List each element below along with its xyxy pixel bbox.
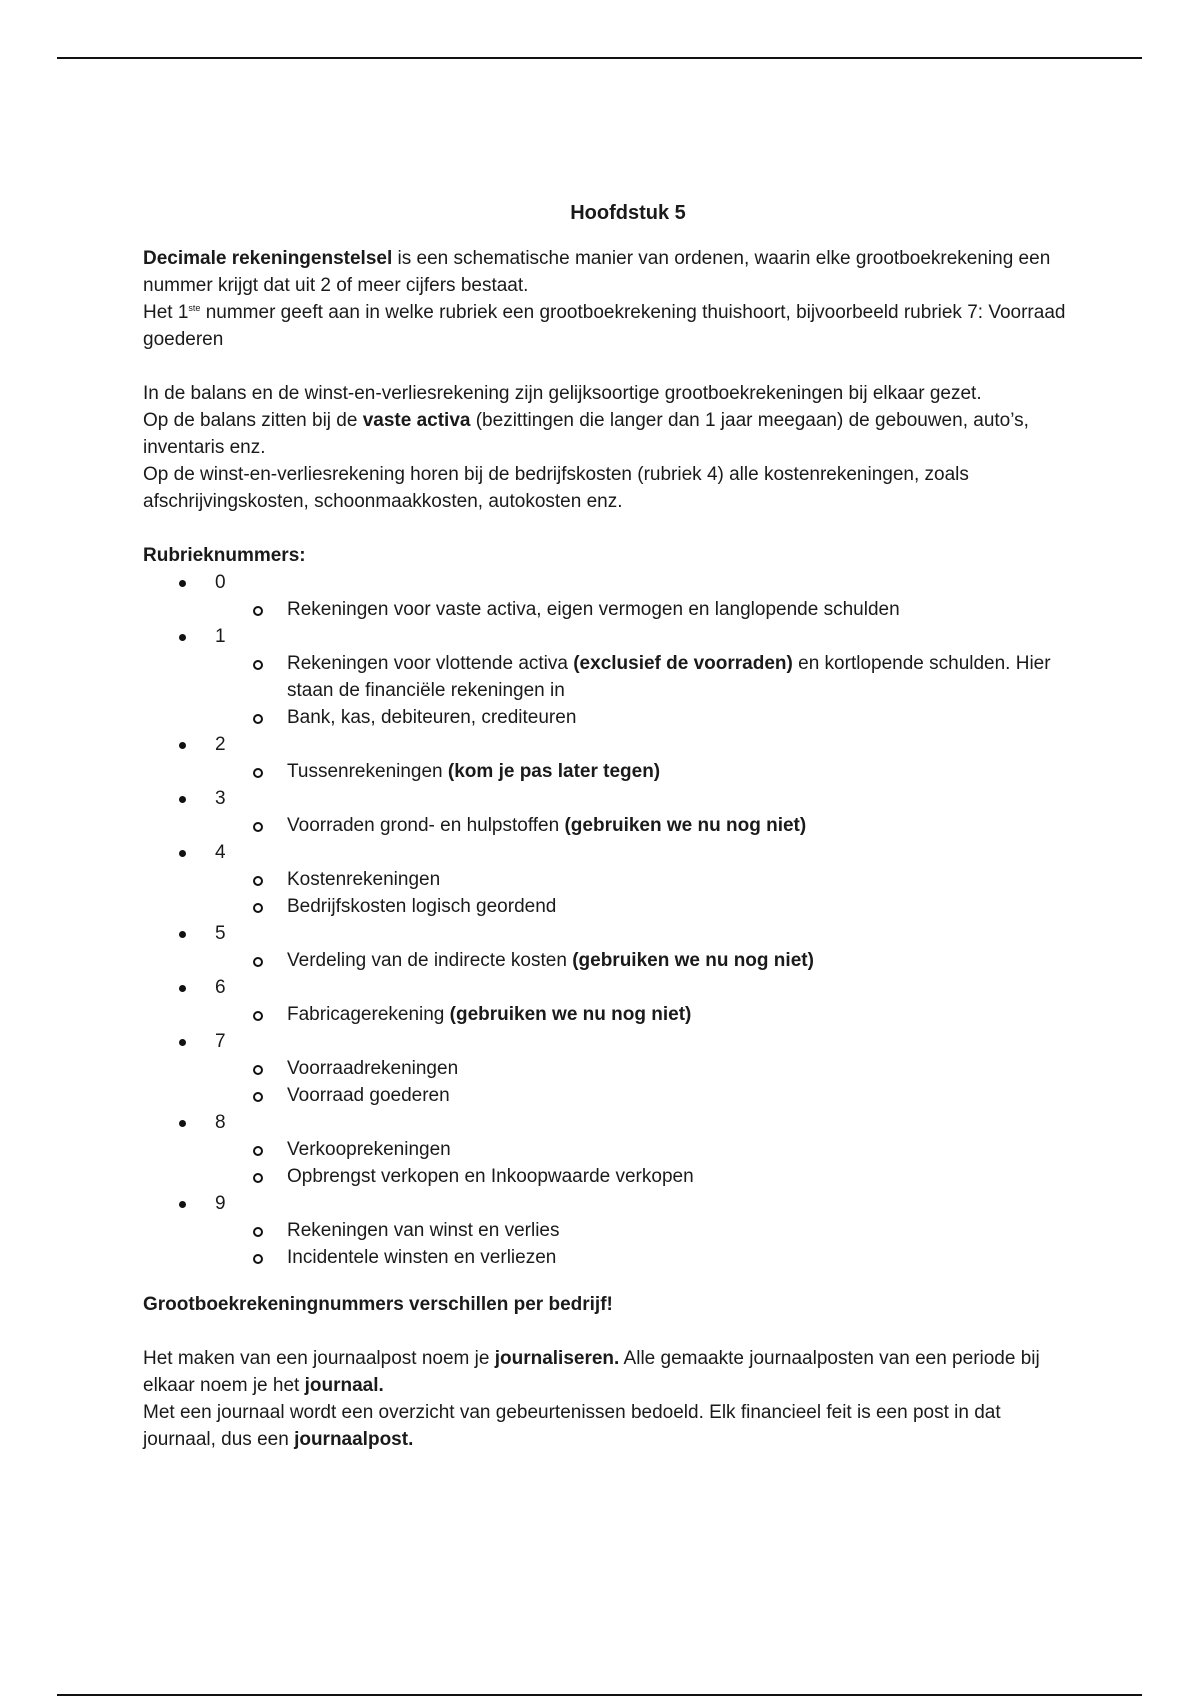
- rubriek-subitem: [143, 650, 1073, 704]
- rubriek-sublist: [215, 1217, 1073, 1271]
- rubriek-subitem: [143, 704, 1073, 731]
- journaal-text-c: Met een journaal wordt een overzicht van gebeurtenissen bedoeld. Elk financieel feit is een post in dat journaal, dus een: [143, 1402, 1001, 1450]
- ordinal-superscript: ste: [188, 303, 201, 313]
- rubriek-subitem: [143, 758, 1073, 785]
- subitem-bold-note: (gebruiken we nu nog niet): [572, 950, 814, 971]
- bullet-dot-icon: [179, 742, 186, 749]
- subitem-bold-note: (exclusief de voorraden): [573, 653, 793, 674]
- subitem-text: Voorraden grond- en hulpstoffen: [287, 815, 565, 836]
- journaal-term: journaal.: [304, 1375, 384, 1396]
- rubriek-number: 6: [215, 977, 226, 998]
- rubriek-list: [143, 569, 1073, 1271]
- bullet-circle-icon: [253, 768, 263, 778]
- journaliseren-term: journaliseren.: [494, 1348, 620, 1369]
- subitem-text: Bedrijfskosten logisch geordend: [287, 896, 557, 917]
- bullet-dot-icon: [179, 1201, 186, 1208]
- spacer: [143, 1271, 1073, 1291]
- subitem-text: Opbrengst verkopen en Inkoopwaarde verkopen: [287, 1166, 694, 1187]
- subitem-text: Verkooprekeningen: [287, 1139, 451, 1160]
- journaal-paragraph-2: [143, 1399, 1073, 1453]
- balance-text-a: Op de balans zitten bij de: [143, 410, 363, 431]
- subitem-text: Kostenrekeningen: [287, 869, 441, 890]
- rubriek-sublist: [215, 812, 1073, 839]
- subitem-text: Rekeningen voor vaste activa, eigen vermogen en langlopende schulden: [287, 599, 900, 620]
- bullet-dot-icon: [179, 580, 186, 587]
- rubriek-number: 5: [215, 923, 226, 944]
- rubriek-subitem: [143, 947, 1073, 974]
- balance-text-b: (bezittingen die langer dan 1 jaar meegaan) de gebouwen, auto’s, inventaris enz.: [143, 410, 1029, 458]
- subitem-text: Voorraadrekeningen: [287, 1058, 459, 1079]
- subitem-bold-note: (gebruiken we nu nog niet): [449, 1004, 692, 1025]
- intro-line-2: [143, 299, 1073, 353]
- rubriek-number: 8: [215, 1112, 226, 1133]
- rubriek-subitem: [143, 866, 1073, 893]
- rubriek-subitem: [143, 812, 1073, 839]
- bullet-circle-icon: [253, 1092, 263, 1102]
- rubriek-item: [143, 1190, 1073, 1271]
- subitem-text: Tussenrekeningen: [287, 761, 448, 782]
- bullet-circle-icon: [253, 606, 263, 616]
- rubriek-sublist: [215, 866, 1073, 920]
- rubriek-item: [143, 623, 1073, 731]
- journaalpost-term: journaalpost.: [294, 1429, 414, 1450]
- vaste-activa-term: vaste activa: [362, 410, 471, 431]
- rubriek-number: 1: [215, 626, 226, 647]
- spacer: [143, 1318, 1073, 1345]
- bullet-dot-icon: [179, 634, 186, 641]
- rubriek-sublist: [215, 650, 1073, 731]
- intro-line-2-end: nummer geeft aan in welke rubriek een grootboekrekening thuishoort, bijvoorbeeld rubriek 7: Voorraad goederen: [143, 302, 1066, 350]
- bullet-circle-icon: [253, 714, 263, 724]
- rubriek-number: 2: [215, 734, 226, 755]
- rubriek-item: [143, 731, 1073, 785]
- balance-paragraph-1: In de balans en de winst-en-verliesrekening zijn gelijksoortige grootboekrekeningen bij elkaar gezet.: [143, 383, 982, 404]
- rubriek-sublist: [215, 947, 1073, 974]
- rubriek-heading: Rubrieknummers:: [143, 545, 306, 566]
- subitem-text: Verdeling van de indirecte kosten: [287, 950, 573, 971]
- rubriek-subitem: [143, 1055, 1073, 1082]
- subitem-text: Voorraad goederen: [287, 1085, 450, 1106]
- rubriek-number: 3: [215, 788, 226, 809]
- rubriek-item: [143, 839, 1073, 920]
- rubriek-subitem: [143, 1217, 1073, 1244]
- bullet-circle-icon: [253, 822, 263, 832]
- subitem-text: Fabricagerekening: [287, 1004, 450, 1025]
- subitem-text: Rekeningen van winst en verlies: [287, 1220, 560, 1241]
- rubriek-sublist: [215, 1136, 1073, 1190]
- rubriek-subitem: [143, 1136, 1073, 1163]
- bullet-circle-icon: [253, 1227, 263, 1237]
- bullet-dot-icon: [179, 850, 186, 857]
- subitem-text: Bank, kas, debiteuren, crediteuren: [287, 707, 577, 728]
- subitem-text-after: en kortlopende schulden. Hier staan de financiële rekeningen in: [287, 653, 1051, 701]
- header-rule: [57, 57, 1142, 59]
- spacer: [143, 515, 1073, 542]
- rubriek-subitem: [143, 596, 1073, 623]
- rubriek-item: [143, 974, 1073, 1028]
- rubriek-item: [143, 785, 1073, 839]
- bullet-circle-icon: [253, 876, 263, 886]
- journaal-paragraph-1: [143, 1345, 1073, 1399]
- bullet-circle-icon: [253, 1065, 263, 1075]
- subitem-text: Rekeningen voor vlottende activa: [287, 653, 574, 674]
- note-heading: Grootboekrekeningnummers verschillen per bedrijf!: [143, 1294, 613, 1315]
- rubriek-item: [143, 1028, 1073, 1109]
- intro-definition: is een schematische manier van ordenen, waarin elke grootboekrekening een nummer krijgt dat uit 2 of meer cijfers bestaat.: [143, 248, 1051, 296]
- footer-rule: [57, 1694, 1142, 1696]
- bullet-circle-icon: [253, 957, 263, 967]
- subitem-text: Incidentele winsten en verliezen: [287, 1247, 557, 1268]
- intro-term: Decimale rekeningenstelsel: [143, 248, 393, 269]
- journaal-text-a: Het maken van een journaalpost noem je: [143, 1348, 495, 1369]
- page-title: Hoofdstuk 5: [570, 202, 686, 224]
- rubriek-item: [143, 569, 1073, 623]
- rubriek-number: 4: [215, 842, 226, 863]
- rubriek-item: [143, 1109, 1073, 1190]
- rubriek-subitem: [143, 1244, 1073, 1271]
- rubriek-item: [143, 920, 1073, 974]
- subitem-bold-note: (kom je pas later tegen): [447, 761, 661, 782]
- rubriek-subitem: [143, 1082, 1073, 1109]
- bullet-dot-icon: [179, 796, 186, 803]
- rubriek-sublist: [215, 1001, 1073, 1028]
- intro-line-2-start: Het 1: [143, 302, 189, 323]
- bullet-circle-icon: [253, 1254, 263, 1264]
- bullet-circle-icon: [253, 1146, 263, 1156]
- spacer: [143, 353, 1073, 380]
- bullet-dot-icon: [179, 985, 186, 992]
- bullet-circle-icon: [253, 1011, 263, 1021]
- rubriek-number: 0: [215, 572, 226, 593]
- rubriek-sublist: [215, 758, 1073, 785]
- intro-paragraph: [143, 245, 1073, 299]
- balance-paragraph-2: [143, 407, 1073, 461]
- journaal-text-b: Alle gemaakte journaalposten van een periode bij elkaar noem je het: [143, 1348, 1040, 1396]
- rubriek-subitem: [143, 1163, 1073, 1190]
- bullet-circle-icon: [253, 1173, 263, 1183]
- bullet-circle-icon: [253, 660, 263, 670]
- document-body: [143, 200, 1073, 1453]
- balance-paragraph-3: Op de winst-en-verliesrekening horen bij de bedrijfskosten (rubriek 4) alle kostenrekeningen, zoals afschrijvingskosten, schoonmaakkosten, autokosten enz.: [143, 464, 969, 512]
- bullet-dot-icon: [179, 931, 186, 938]
- rubriek-number: 9: [215, 1193, 226, 1214]
- bullet-circle-icon: [253, 903, 263, 913]
- rubriek-sublist: [215, 1055, 1073, 1109]
- bullet-dot-icon: [179, 1039, 186, 1046]
- rubriek-number: 7: [215, 1031, 226, 1052]
- rubriek-subitem: [143, 1001, 1073, 1028]
- subitem-bold-note: (gebruiken we nu nog niet): [564, 815, 807, 836]
- rubriek-sublist: [215, 596, 1073, 623]
- rubriek-subitem: [143, 893, 1073, 920]
- bullet-dot-icon: [179, 1120, 186, 1127]
